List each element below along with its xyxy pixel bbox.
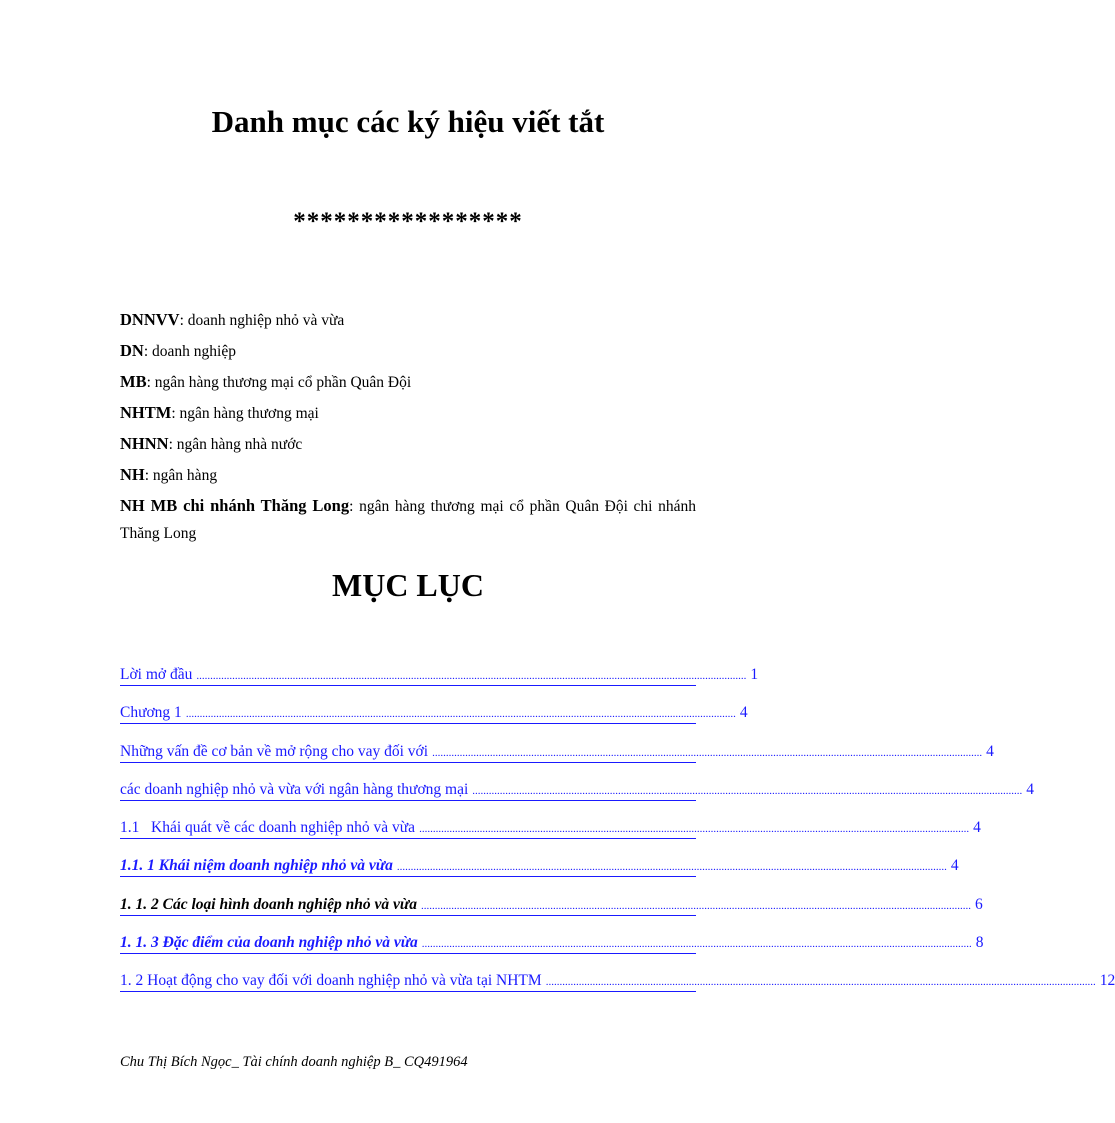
- abbreviation-definition: : doanh nghiệp nhỏ và vừa: [179, 312, 345, 329]
- toc-entry-text: Lời mở đầu: [120, 666, 193, 683]
- abbreviation-term: NH MB chi nhánh Thăng Long: [120, 496, 350, 515]
- abbreviation-definition: : ngân hàng nhà nước: [168, 436, 303, 453]
- abbreviation-term: DNNVV: [120, 310, 180, 329]
- abbreviation-item: [120, 305, 696, 336]
- toc-dot-leader: ........................................................................................................................................................................................................: [420, 899, 971, 912]
- toc-dot-leader: ........................................................................................................................................................................................................: [419, 823, 970, 836]
- toc-dot-leader: ........................................................................................................................................................................................................: [196, 670, 747, 682]
- stars-separator: *****************: [293, 208, 523, 235]
- toc-page-number: 8: [975, 934, 984, 952]
- toc-entry-text: 1. 2 Hoạt động cho vay đối với doanh nghiệp nhỏ và vừa tại NHTM: [120, 972, 542, 990]
- abbreviation-definition: : ngân hàng thương mại cổ phần Quân Đội: [146, 374, 412, 391]
- abbreviation-definition: : ngân hàng: [144, 467, 218, 484]
- abbreviation-term: MB: [120, 372, 147, 391]
- table-of-contents: [120, 666, 1115, 1011]
- toc-entry-text: các doanh nghiệp nhỏ và vừa với ngân hàng thương mại: [120, 780, 469, 798]
- abbreviation-definition: : ngân hàng thương mại cổ phần Quân Đội chi nhánh Thăng Long: [120, 498, 696, 542]
- toc-page-number: 12: [1099, 972, 1115, 990]
- toc-page-number: 4: [973, 819, 981, 837]
- abbreviation-item: [120, 491, 696, 547]
- toc-link[interactable]: [120, 972, 1115, 992]
- abbreviation-item: [120, 429, 696, 460]
- toc-page-number: 1: [750, 666, 759, 683]
- toc-link[interactable]: [120, 704, 748, 724]
- toc-dot-leader: ........................................................................................................................................................................................................: [472, 784, 1023, 797]
- abbreviation-term: NHNN: [120, 434, 169, 453]
- abbreviation-term: DN: [120, 341, 144, 360]
- toc-page-number: 4: [950, 857, 959, 875]
- abbreviation-item: [120, 336, 696, 367]
- abbreviation-term: NH: [120, 465, 145, 484]
- toc-entry-text: Những vấn đề cơ bản về mở rộng cho vay đối với: [120, 742, 429, 760]
- toc-dot-leader: ........................................................................................................................................................................................................: [545, 976, 1096, 989]
- toc-entry-text: Chương 1: [120, 704, 182, 722]
- abbreviation-item: [120, 460, 696, 491]
- toc-entry-text: 1. 1. 2 Các loại hình doanh nghiệp nhỏ và vừa: [120, 895, 417, 913]
- abbreviations-title: Danh mục các ký hiệu viết tắt: [211, 104, 605, 139]
- toc-entry-text: 1. 1. 3 Đặc điểm của doanh nghiệp nhỏ và vừa: [120, 934, 418, 952]
- toc-link[interactable]: [120, 934, 984, 954]
- toc-dot-leader: ........................................................................................................................................................................................................: [421, 938, 972, 951]
- toc-link[interactable]: [120, 666, 759, 686]
- toc-entry-text: 1.1 Khái quát về các doanh nghiệp nhỏ và vừa: [120, 819, 416, 837]
- toc-page-number: 4: [986, 742, 994, 760]
- toc-dot-leader: ........................................................................................................................................................................................................: [396, 861, 947, 874]
- abbreviation-definition: : doanh nghiệp: [143, 343, 236, 360]
- toc-title: MỤC LỤC: [332, 567, 484, 603]
- toc-page-number: 4: [739, 704, 748, 722]
- toc-link[interactable]: [120, 742, 994, 763]
- toc-dot-leader: ........................................................................................................................................................................................................: [185, 708, 736, 721]
- abbreviation-definition: : ngân hàng thương mại: [171, 405, 319, 422]
- toc-link[interactable]: [120, 895, 983, 916]
- toc-page-number: 4: [1026, 780, 1035, 798]
- toc-link[interactable]: [120, 780, 1035, 801]
- toc-dot-leader: ........................................................................................................................................................................................................: [432, 746, 983, 759]
- abbreviation-list: [120, 305, 696, 547]
- toc-page-number: 6: [974, 895, 983, 913]
- abbreviation-item: [120, 367, 696, 398]
- abbreviation-term: NHTM: [120, 403, 172, 422]
- toc-link[interactable]: [120, 857, 959, 877]
- toc-link[interactable]: [120, 819, 981, 839]
- page-footer: Chu Thị Bích Ngọc_ Tài chính doanh nghiệp B_ CQ491964: [120, 1054, 468, 1070]
- toc-entry-text: 1.1. 1 Khái niệm doanh nghiệp nhỏ và vừa: [120, 857, 393, 875]
- abbreviation-item: [120, 398, 696, 429]
